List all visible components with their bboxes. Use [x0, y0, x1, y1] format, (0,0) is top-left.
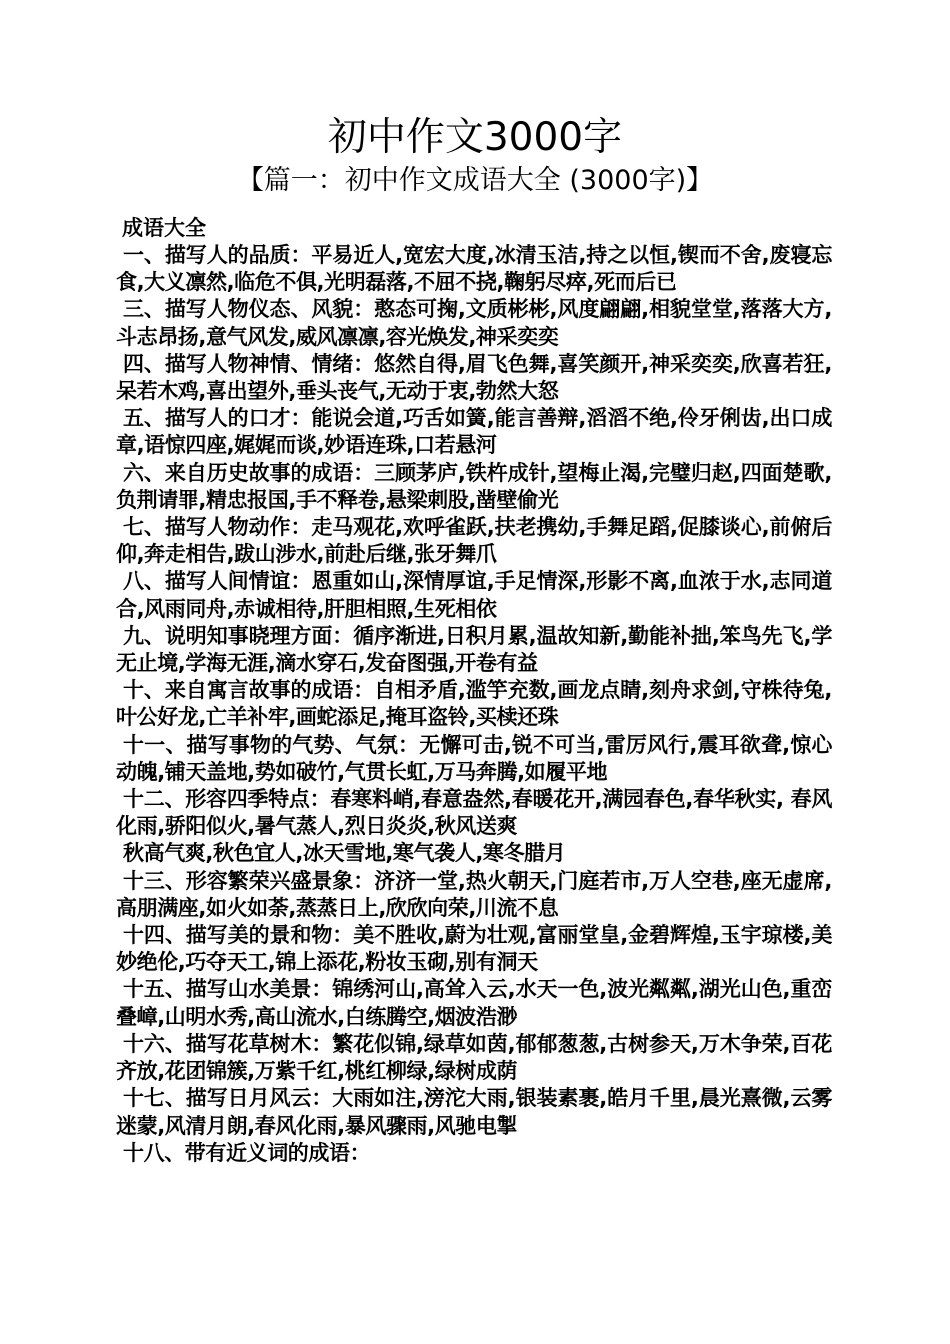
idiom-category-6: 六、来自历史故事的成语：三顾茅庐,铁杵成针,望梅止渴,完璧归赵,四面楚歌,负荆请罪,精忠报国,手不释卷,悬梁刺股,凿壁偷光	[116, 460, 832, 512]
idiom-category-10: 十、来自寓言故事的成语：自相矛盾,滥竽充数,画龙点睛,刻舟求剑,守株待兔,叶公好龙,亡羊补牢,画蛇添足,掩耳盗铃,买椟还珠	[116, 678, 832, 730]
idiom-category-1: 一、描写人的品质：平易近人,宽宏大度,冰清玉洁,持之以恒,锲而不舍,废寝忘食,大义凛然,临危不俱,光明磊落,不屈不挠,鞠躬尽瘁,死而后已	[116, 243, 832, 295]
idiom-list	[116, 242, 832, 1167]
idiom-category-13: 十三、形容繁荣兴盛景象：济济一堂,热火朝天,门庭若市,万人空巷,座无虚席,高朋满座,如火如荼,蒸蒸日上,欣欣向荣,川流不息	[116, 868, 832, 920]
idiom-category-12: 十二、形容四季特点：春寒料峭,春意盎然,春暖花开,满园春色,春华秋实, 春风化雨,骄阳似火,暑气蒸人,烈日炎炎,秋风送爽	[116, 787, 832, 839]
idiom-category-14: 十四、描写美的景和物：美不胜收,蔚为壮观,富丽堂皇,金碧辉煌,玉宇琼楼,美妙绝伦,巧夺天工,锦上添花,粉妆玉砌,别有洞天	[116, 923, 832, 975]
idiom-category-16: 十六、描写花草树木：繁花似锦,绿草如茵,郁郁葱葱,古树参天,万木争荣,百花齐放,花团锦簇,万紫千红,桃红柳绿,绿树成荫	[116, 1031, 832, 1084]
idiom-category-18: 十八、带有近义词的成语：	[123, 1140, 371, 1165]
idiom-category-15: 十五、描写山水美景：锦绣河山,高耸入云,水天一色,波光粼粼,湖光山色,重峦叠嶂,山明水秀,高山流水,白练腾空,烟波浩渺	[116, 977, 832, 1029]
document-subtitle: 【篇一：初中作文成语大全 (3000字)】	[236, 165, 714, 196]
document-body	[116, 214, 832, 1167]
idiom-category-11: 十一、描写事物的气势、气氛：无懈可击,锐不可当,雷厉风行,震耳欲聋,惊心动魄,铺天盖地,势如破竹,气贯长虹,万马奔腾,如履平地	[116, 732, 832, 784]
document-title: 初中作文3000字	[327, 115, 623, 160]
idiom-category-8: 八、描写人间情谊：恩重如山,深情厚谊,手足情深,形影不离,血浓于水,志同道合,风雨同舟,赤诚相待,肝胆相照,生死相依	[116, 569, 832, 621]
idiom-category-5: 五、描写人的口才：能说会道,巧舌如簧,能言善辩,滔滔不绝,伶牙俐齿,出口成章,语惊四座,娓娓而谈,妙语连珠,口若悬河	[116, 406, 832, 458]
idiom-category-9: 九、说明知事晓理方面：循序渐进,日积月累,温故知新,勤能补拙,笨鸟先飞,学无止境,学海无涯,滴水穿石,发奋图强,开卷有益	[116, 623, 832, 676]
idiom-category-7: 七、描写人物动作：走马观花,欢呼雀跃,扶老携幼,手舞足蹈,促膝谈心,前俯后仰,奔走相告,跋山涉水,前赴后继,张牙舞爪	[116, 515, 832, 567]
idiom-category-4: 四、描写人物神情、情绪：悠然自得,眉飞色舞,喜笑颜开,神采奕奕,欣喜若狂,呆若木鸡,喜出望外,垂头丧气,无动于衷,勃然大怒	[116, 351, 832, 404]
idiom-category-3: 三、描写人物仪态、风貌：憨态可掬,文质彬彬,风度翩翩,相貌堂堂,落落大方,斗志昂扬,意气风发,威风凛凛,容光焕发,神采奕奕	[116, 297, 832, 349]
section-heading: 成语大全	[122, 216, 206, 240]
idiom-category-12-continued: 秋高气爽,秋色宜人,冰天雪地,寒气袭人,寒冬腊月	[123, 841, 566, 866]
idiom-category-17: 十七、描写日月风云：大雨如注,滂沱大雨,银装素裹,皓月千里,晨光熹微,云雾迷蒙,风清月朗,春风化雨,暴风骤雨,风驰电掣	[116, 1086, 832, 1138]
